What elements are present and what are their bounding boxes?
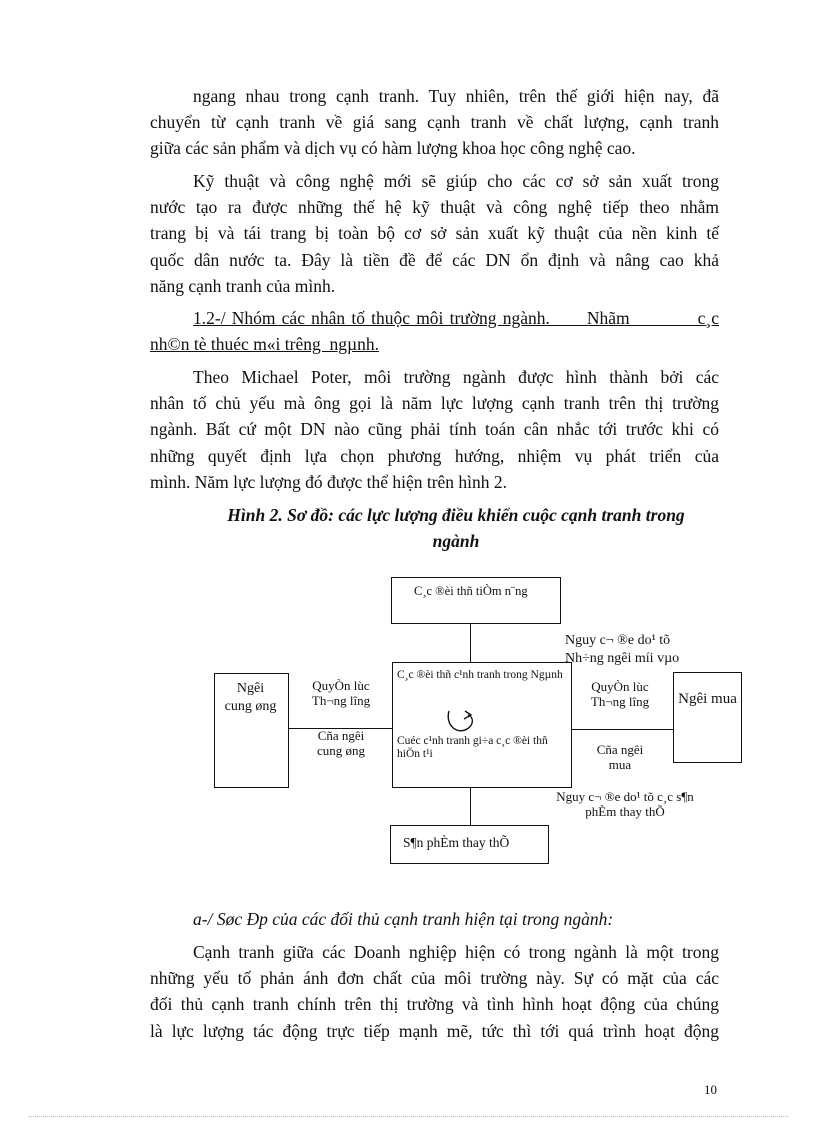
supplier-power-label: QuyÒn lùc Th¬ng lîng <box>311 678 371 708</box>
text-line: giữa các sản phẩm và dịch vụ có hàm lượng khoa học công nghệ cao. <box>150 138 636 159</box>
text-line: Theo Michael Poter, môi trường ngành được hình thành bởi các <box>193 367 719 387</box>
buyer-power-label: QuyÒn lùc Th¬ng lîng <box>590 679 650 709</box>
connector-right <box>571 729 675 730</box>
text-line: mình. Năm lực lượng đó được thể hiện trên hình 2. <box>150 471 508 492</box>
figure-title <box>193 502 719 554</box>
threat-substitutes-label: Nguy c¬ ®e do¹ tõ c¸c s¶n phÈm thay thÕ <box>556 789 694 819</box>
text-line: là lực lượng tác động trực tiếp mạnh mẽ, tức thì tới quá trình hoạt động <box>150 1020 719 1041</box>
text-line: quốc dân nước ta. Đây là tiền đề để các DN ổn định và nâng cao khả <box>150 249 719 270</box>
connector-top <box>470 623 471 662</box>
suppliers-box: Ngêi cung øng <box>214 673 289 788</box>
text-line: trang bị và tái trang bị toàn bộ cơ sở sản xuất kỹ thuật của nền kinh tế <box>150 223 719 244</box>
text-line: những yếu tố phản ánh đơn chất của môi trường này. Sự có mặt của các <box>150 968 719 989</box>
heading-line: 1.2-/ Nhóm các nhân tố thuộc môi trường ngành. Nhãm c¸c <box>193 308 719 328</box>
text-line: ngành. Bất cứ một DN nào cũng phải tính toán cân nhắc tới trước khi có <box>150 419 719 440</box>
rivalry-arrow-icon <box>441 707 485 737</box>
paragraph-technology <box>150 168 719 299</box>
industry-competitors-box: C¸c ®èi thñ c¹nh tranh trong Ngµnh Cuéc c¹nh tranh gi÷a c¸c ®èi thñ hiÖn t¹i <box>392 662 572 788</box>
text-line: Cạnh tranh giữa các Doanh nghiệp hiện có trong ngành là một trong <box>193 942 719 962</box>
paragraph-porter <box>150 364 719 495</box>
footer-divider <box>28 1116 788 1117</box>
paragraph-rivalry <box>150 939 719 1044</box>
text-line: những quyết định lựa chọn phương hướng, nhiệm vụ phát triển của <box>150 445 719 466</box>
text-line: ngang nhau trong cạnh tranh. Tuy nhiên, trên thế giới hiện nay, đã <box>193 86 719 106</box>
potential-competitors-box: C¸c ®èi thñ tiÒm n¨ng <box>391 577 561 624</box>
figure-title-line2: ngành <box>432 531 480 551</box>
text-line: chuyển từ cạnh tranh về giá sang cạnh tranh về chất lượng, cạnh tranh <box>150 112 719 133</box>
supplier-of-label: Cña ngêi cung øng <box>316 728 366 758</box>
paragraph-intro <box>150 83 719 162</box>
section-heading <box>150 305 719 357</box>
text-line: năng cạnh tranh của mình. <box>150 275 336 296</box>
connector-bottom <box>470 788 471 826</box>
buyers-box: Ngêi mua <box>673 672 742 763</box>
substitutes-box: S¶n phÈm thay thÕ <box>390 825 549 864</box>
text-line: nước tạo ra được những thế hệ kỹ thuật và công nghệ tiếp theo nhằm <box>150 197 719 218</box>
buyer-of-label: Cña ngêi mua <box>596 742 644 772</box>
text-line: Kỹ thuật và công nghệ mới sẽ giúp cho các cơ sở sản xuất trong <box>193 171 719 191</box>
heading-line: nh©n tè thuéc m«i trêng ngµnh. <box>150 334 379 355</box>
page-number: 10 <box>704 1082 717 1097</box>
text-line: đối thủ cạnh tranh chính trên thị trường và tình hình hoạt động của chúng <box>150 994 719 1015</box>
subsection-heading: a-/ Søc Ðp của các đối thủ cạnh tranh hiện tại trong ngành: <box>193 909 614 929</box>
threat-new-entrants-label: Nguy c¬ ®e do¹ tõ Nh÷ng ngêi míi vµo <box>565 633 680 666</box>
text-line: nhân tố chủ yếu mà ông gọi là năm lực lượng cạnh tranh trên thị trường <box>150 393 719 414</box>
figure-title-line1: Hình 2. Sơ đồ: các lực lượng điều khiển cuộc cạnh tranh trong <box>227 505 685 525</box>
